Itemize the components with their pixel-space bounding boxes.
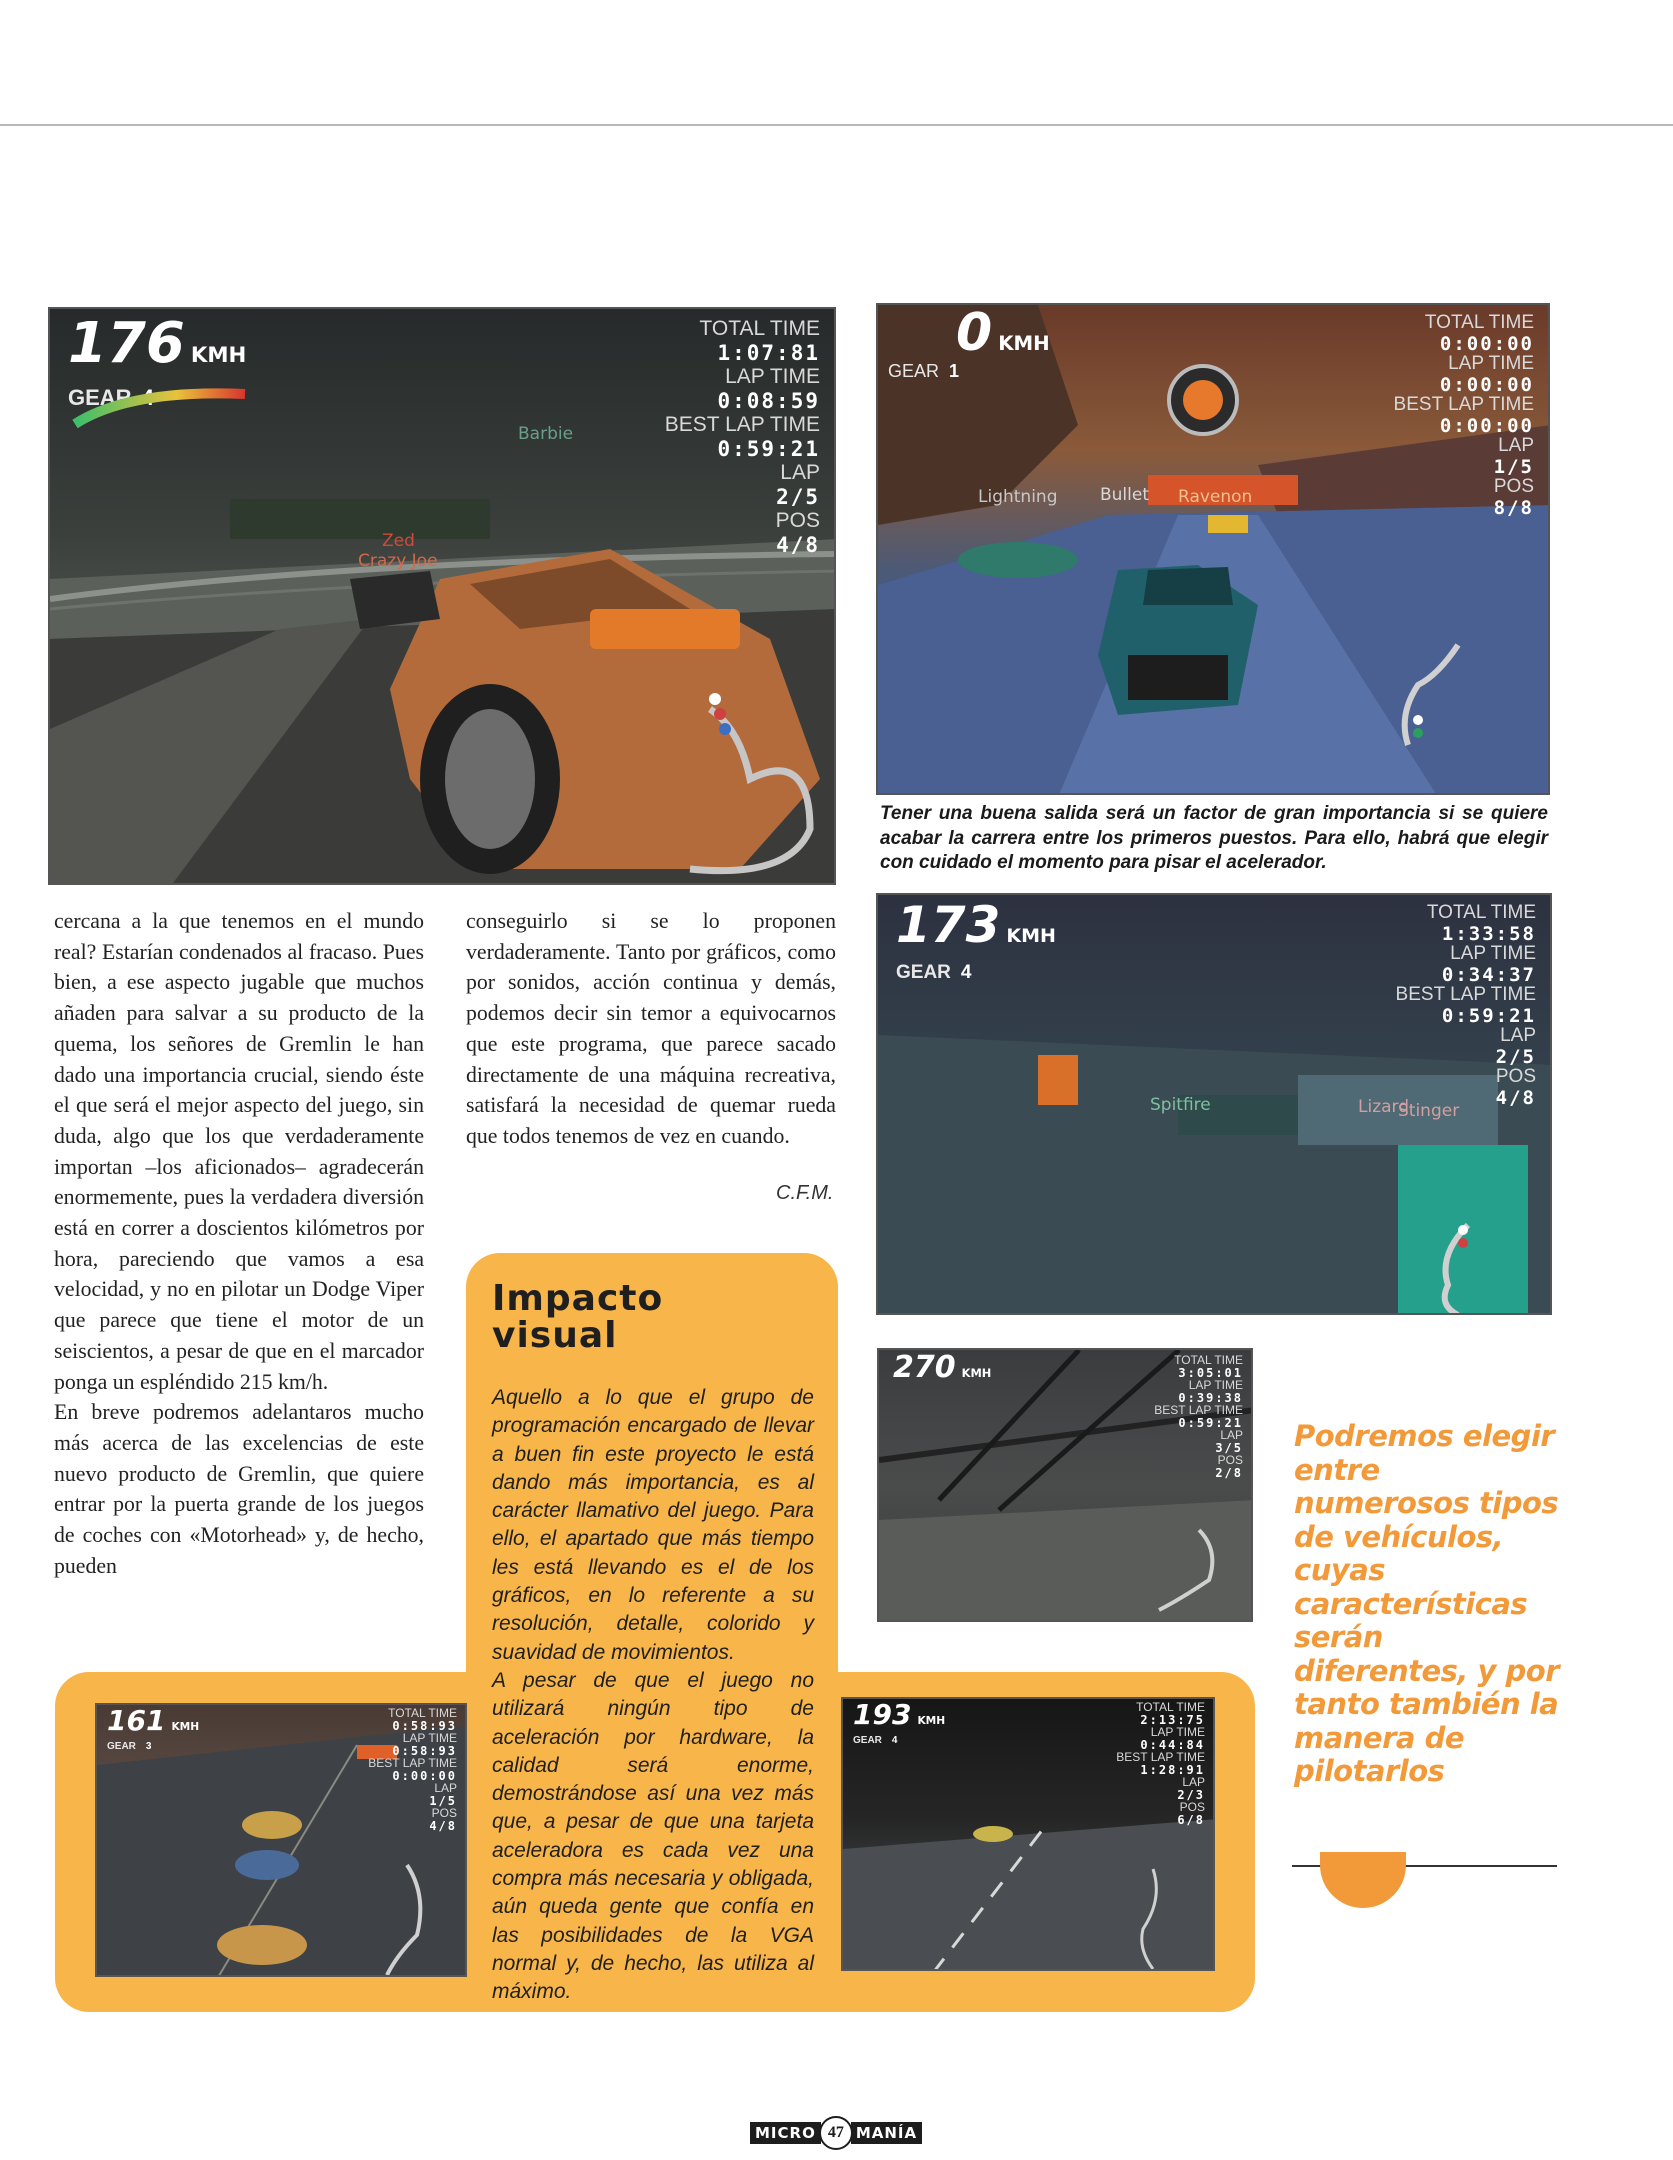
total-time-label: TOTAL TIME <box>699 317 820 340</box>
opponent-name-tag: Spitfire <box>1150 1095 1211 1115</box>
lap-time-label: LAP TIME <box>1188 1378 1243 1392</box>
lap-label: LAP <box>434 1781 457 1795</box>
sidebar-title <box>492 1280 663 1354</box>
pos-value: 4/8 <box>1495 1086 1536 1109</box>
total-time-label: TOTAL TIME <box>388 1706 457 1720</box>
top-rule <box>0 124 1673 126</box>
logo-micro: MICRO <box>750 2122 821 2144</box>
lap-label: LAP <box>1220 1428 1243 1442</box>
sidebar-title-line: Impacto <box>492 1278 664 1319</box>
best-lap-time-value: 0:00:00 <box>1439 414 1534 437</box>
kmh-label: KMH <box>171 1720 200 1733</box>
lap-time-label: LAP TIME <box>1450 943 1536 964</box>
lap-value: 1/5 <box>429 1793 457 1808</box>
magazine-logo <box>750 2116 922 2150</box>
best-lap-time-label: BEST LAP TIME <box>1154 1403 1243 1417</box>
screenshot-race-start <box>876 303 1550 795</box>
opponent-name-tag: Crazy Joe <box>358 551 438 571</box>
pos-value: 8/8 <box>1493 496 1534 519</box>
opponent-name-tag: Zed <box>382 531 415 551</box>
author-signature: C.F.M. <box>776 1182 834 1204</box>
page-number: 47 <box>819 2116 853 2150</box>
sidebar-text: Aquello a lo que el grupo de programación encargado de llevar a buen fin este proyecto le está dando más importancia, es al carácter llamativo del juego. Para ello, el apartado que más tiempo les está llevando es el de los gráficos, en lo referente a su resolución, detalle, colorido y suavidad de movimientos. A pesar de que el juego no utilizará ningún tipo de aceleración por hardware, la calidad será enorme, demostrándose así una vez más que, a pesar de que una tarjeta aceleradora es cada vez una compra más necesaria y obligada, aún queda gente que confía en las posibilidades de la VGA normal y, de hecho, las utiliza al máximo. <box>492 1386 814 2004</box>
opponent-name-tag: Ravenon <box>1178 487 1253 507</box>
lap-time-label: LAP TIME <box>1448 353 1534 374</box>
pos-label: POS <box>1217 1453 1243 1467</box>
lap-time-value: 0:58:93 <box>392 1743 457 1758</box>
pos-label: POS <box>1179 1800 1205 1814</box>
best-lap-time-value: 1:28:91 <box>1140 1762 1205 1777</box>
pos-label: POS <box>775 509 820 532</box>
kmh-label: KMH <box>917 1714 946 1727</box>
screenshot-race-bridge <box>877 1348 1253 1622</box>
gear-label: GEAR <box>107 1741 136 1752</box>
lap-time-value: 0:08:59 <box>717 389 820 413</box>
best-lap-time-value: 0:00:00 <box>392 1768 457 1783</box>
rev-gauge-icon <box>70 379 250 429</box>
best-lap-time-value: 0:59:21 <box>717 437 820 461</box>
opponent-name-tag: Lizard <box>1358 1097 1410 1117</box>
opponent-name-tag: Stinger <box>1398 1101 1460 1121</box>
kmh-label: KMH <box>1006 925 1056 947</box>
screenshot-race-1 <box>48 307 836 885</box>
pos-label: POS <box>1495 1066 1536 1087</box>
gear-label: GEAR <box>888 361 940 381</box>
article-column-2 <box>466 906 836 1152</box>
lap-value: 2/5 <box>1495 1045 1536 1068</box>
article-paragraph: conseguirlo si se lo proponen verdaderamente. Tanto por gráficos, como por sonidos, acción continua y demás, podemos decir sin temor a equivocarnos que este programa, que parece sacado directamente de una máquina recreativa, satisfará la necesidad de quemar rueda que todos tenemos de vez en cuando. <box>466 909 836 1148</box>
lap-time-label: LAP TIME <box>402 1731 457 1745</box>
gear-value: 3 <box>145 1741 152 1752</box>
speed-readout: 0 <box>956 303 993 363</box>
lap-time-label: LAP TIME <box>1150 1725 1205 1739</box>
best-lap-time-label: BEST LAP TIME <box>368 1756 457 1770</box>
lap-time-value: 0:39:38 <box>1178 1390 1243 1405</box>
lap-label: LAP <box>1498 435 1534 456</box>
total-time-value: 0:00:00 <box>1439 332 1534 355</box>
screenshot-race-night <box>841 1697 1215 1971</box>
total-time-value: 2:13:75 <box>1140 1712 1205 1727</box>
pos-value: 2/8 <box>1215 1465 1243 1480</box>
opponent-name-tag: Bullet <box>1100 485 1150 505</box>
total-time-label: TOTAL TIME <box>1136 1700 1205 1714</box>
gear-value: 1 <box>949 361 960 381</box>
screenshot-race-traffic <box>95 1703 467 1977</box>
pull-quote: Podremos elegir entre numerosos tipos de vehículos, cuyas características serán diferentes, y por tanto también la manera de pilotarlos <box>1294 1419 1559 1788</box>
article-paragraph: cercana a la que tenemos en el mundo real? Estarían condenados al fracaso. Pues bien, a ese aspecto jugable que muchos añaden para salvar a su producto de la quema, los señores de Gremlin le han dado una importancia crucial, siendo éste el que será el mejor aspecto del juego, sin duda, algo que los que verdaderamente importan –los aficionados– agradecerán enormemente, pues la verdadera diversión está en correr a doscientos kilómetros por hora, pareciendo que vamos a esa velocidad, y no en pilotar un Dodge Viper que parece que tiene el motor de un seiscientos, a pesar de que en el marcador ponga un espléndido 215 km/h. <box>54 909 424 1394</box>
speed-readout: 193 <box>853 1698 912 1731</box>
gear-label: GEAR <box>896 962 951 983</box>
opponent-name-tag: Barbie <box>518 424 574 444</box>
best-lap-time-label: BEST LAP TIME <box>1393 394 1534 415</box>
lap-time-value: 0:34:37 <box>1441 963 1536 986</box>
speed-readout: 161 <box>107 1704 166 1737</box>
pull-quote-dot <box>1320 1852 1406 1908</box>
pos-label: POS <box>1493 476 1534 497</box>
best-lap-time-label: BEST LAP TIME <box>1395 984 1536 1005</box>
total-time-label: TOTAL TIME <box>1424 312 1534 333</box>
lap-label: LAP <box>1500 1025 1536 1046</box>
kmh-label: KMH <box>998 332 1050 355</box>
gear-indicator <box>888 361 959 382</box>
best-lap-time-value: 0:59:21 <box>1178 1415 1243 1430</box>
article-column-1 <box>54 906 424 1581</box>
kmh-label: KMH <box>961 1366 992 1380</box>
total-time-label: TOTAL TIME <box>1426 902 1536 923</box>
logo-mania: MANÍA <box>851 2122 922 2144</box>
pos-value: 4/8 <box>776 533 820 557</box>
lap-time-value: 0:00:00 <box>1439 373 1534 396</box>
pos-label: POS <box>431 1806 457 1820</box>
speed-readout: 176 <box>68 311 185 376</box>
gear-value: 4 <box>141 385 154 410</box>
article-paragraph: En breve podremos adelantaros mucho más acerca de las excelencias de este nuevo producto de Gremlin, que quiere entrar por la puerta grande de los juegos de coches con «Motorhead» y, de hecho, pueden <box>54 1400 424 1578</box>
lap-time-label: LAP TIME <box>725 365 820 388</box>
sidebar-title-line: visual <box>492 1315 618 1356</box>
total-time-value: 3:05:01 <box>1178 1365 1243 1380</box>
total-time-value: 1:07:81 <box>717 341 820 365</box>
lap-value: 3/5 <box>1215 1440 1243 1455</box>
gear-value: 4 <box>960 962 972 983</box>
gear-label: GEAR <box>68 385 132 410</box>
photo-caption: Tener una buena salida será un factor de gran importancia si se quiere acabar la carrera entre los primeros puestos. Para ello, habrá que elegir con cuidado el momento para pisar el acelerador. <box>880 803 1548 873</box>
speed-readout: 173 <box>896 896 1001 954</box>
total-time-value: 0:58:93 <box>392 1718 457 1733</box>
pos-value: 6/8 <box>1177 1812 1205 1827</box>
best-lap-time-label: BEST LAP TIME <box>664 413 820 436</box>
best-lap-time-label: BEST LAP TIME <box>1116 1750 1205 1764</box>
lap-label: LAP <box>1182 1775 1205 1789</box>
speed-readout: 270 <box>893 1350 956 1385</box>
lap-value: 2/5 <box>776 485 820 509</box>
total-time-value: 1:33:58 <box>1441 922 1536 945</box>
opponent-name-tag: Lightning <box>978 487 1058 507</box>
total-time-label: TOTAL TIME <box>1174 1353 1243 1367</box>
pos-value: 4/8 <box>429 1818 457 1833</box>
gear-label: GEAR <box>853 1735 882 1746</box>
best-lap-time-value: 0:59:21 <box>1441 1004 1536 1027</box>
lap-time-value: 0:44:84 <box>1140 1737 1205 1752</box>
lap-label: LAP <box>780 461 820 484</box>
lap-value: 2/3 <box>1177 1787 1205 1802</box>
lap-value: 1/5 <box>1493 455 1534 478</box>
gear-value: 4 <box>891 1735 898 1746</box>
screenshot-race-tunnel <box>876 893 1552 1315</box>
kmh-label: KMH <box>190 343 247 368</box>
